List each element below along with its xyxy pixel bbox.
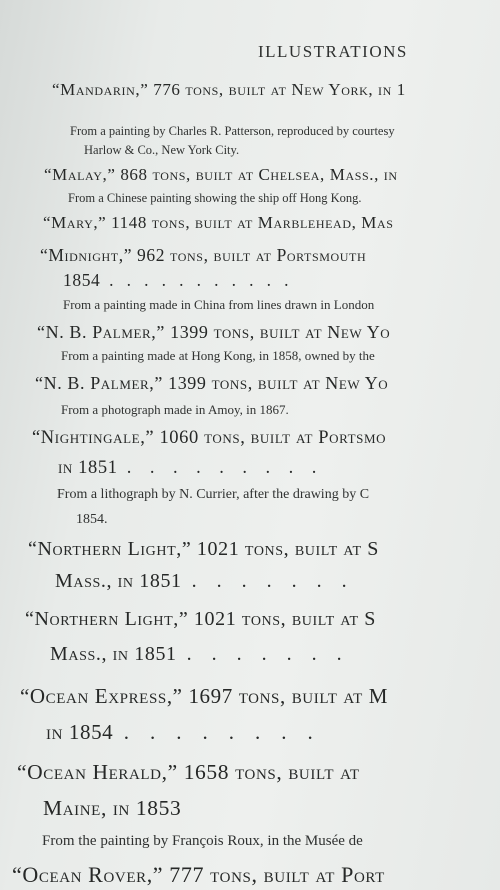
- leader-dots: . . . . . . . . .: [117, 458, 317, 478]
- entry-note: From the painting by François Roux, in the Musée de: [42, 833, 363, 849]
- entry-note: From a painting made at Hong Kong, in 1858, owned by the: [61, 348, 375, 363]
- leader-dots: . . . . . . .: [176, 643, 342, 665]
- entry-continuation: [63, 270, 289, 291]
- entry-title: “Midnight,” 962 tons, built at Portsmouth: [40, 245, 367, 265]
- entry-title: “N. B. Palmer,” 1399 tons, built at New Yo: [37, 322, 391, 342]
- entry-continuation: [46, 720, 313, 745]
- entry-note: From a painting by Charles R. Patterson, reproduced by courtesy: [70, 124, 395, 138]
- entry-title: “Ocean Express,” 1697 tons, built at M: [20, 684, 388, 708]
- entry-note: From a lithograph by N. Currier, after the drawing by C: [57, 487, 370, 502]
- entry-note: From a Chinese painting showing the ship off Hong Kong.: [68, 191, 362, 205]
- entry-year: in 1851: [58, 458, 118, 478]
- entry-title: “Nightingale,” 1060 tons, built at Portsmo: [32, 428, 387, 448]
- leader-dots: . . . . . . .: [181, 570, 347, 592]
- entry-note: Harlow & Co., New York City.: [84, 143, 240, 157]
- entry-continuation: [55, 570, 347, 593]
- entry-year: in 1854: [46, 720, 114, 744]
- leader-dots: . . . . . . . . . . .: [100, 270, 289, 290]
- page-header: ILLUSTRATIONS: [258, 42, 408, 61]
- entry-title: “Mary,” 1148 tons, built at Marblehead, Mas: [43, 213, 394, 232]
- entry-title: “N. B. Palmer,” 1399 tons, built at New Yo: [35, 373, 389, 393]
- entry-place: Mass., in 1851: [50, 643, 177, 665]
- entry-title: “Ocean Rover,” 777 tons, built at Port: [12, 862, 385, 887]
- entry-year: 1854: [63, 270, 101, 290]
- entry-note: 1854.: [76, 512, 108, 527]
- entry-title: “Northern Light,” 1021 tons, built at S: [25, 608, 376, 630]
- entry-title: “Mandarin,” 776 tons, built at New York, in 1: [52, 80, 406, 99]
- leader-dots: . . . . . . . .: [113, 720, 313, 744]
- entry-place: Mass., in 1851: [55, 570, 182, 592]
- entry-title: “Malay,” 868 tons, built at Chelsea, Mass., in: [44, 165, 398, 184]
- entry-note: From a photograph made in Amoy, in 1867.: [61, 402, 289, 417]
- entry-title: “Ocean Herald,” 1658 tons, built at: [17, 760, 360, 784]
- entry-continuation: [58, 458, 316, 479]
- entry-continuation: [50, 643, 342, 666]
- entry-note: From a painting made in China from lines drawn in London: [63, 297, 375, 312]
- entry-continuation: Maine, in 1853: [43, 796, 182, 820]
- entry-title: “Northern Light,” 1021 tons, built at S: [28, 538, 379, 560]
